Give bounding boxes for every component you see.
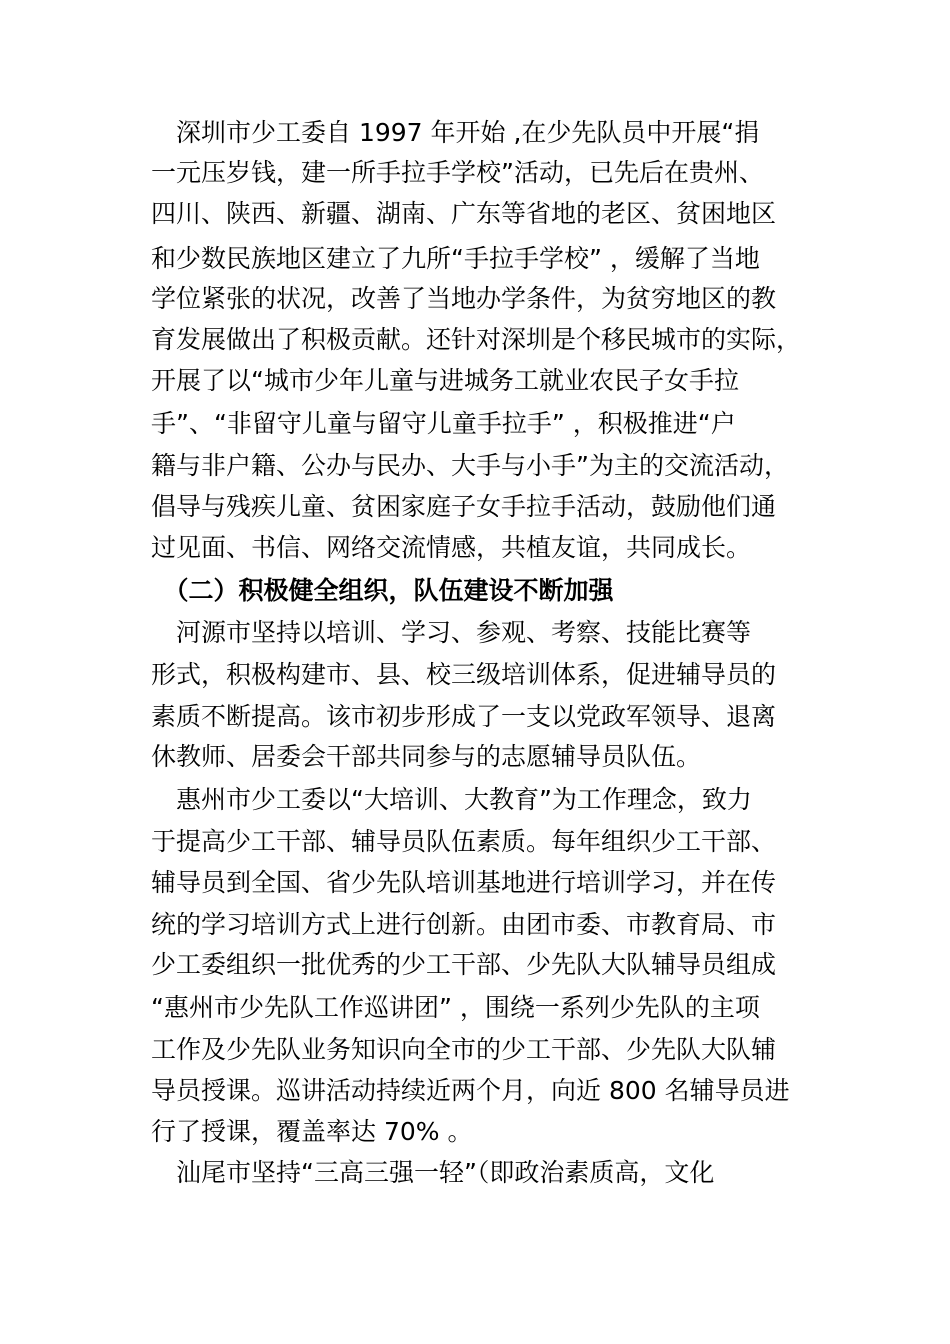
paragraph-line: 休教师、居委会干部共同参与的志愿辅导员队伍。 (151, 742, 702, 771)
paragraph-line: 和少数民族地区建立了九所“手拉手学校” ，缓解了当地 (151, 244, 760, 273)
paragraph-line: 过见面、书信、网络交流情感，共植友谊，共同成长。 (151, 533, 752, 562)
paragraph-line: 一元压岁钱，建一所手拉手学校”活动，已先后在贵州、 (151, 158, 764, 187)
paragraph-line: 汕尾市坚持“三高三强一轻”（即政治素质高，文化 (151, 1158, 715, 1187)
paragraph-line: 素质不断提高。该市初步形成了一支以党政军领导、退离 (151, 702, 777, 731)
paragraph-line: 四川、陕西、新疆、湖南、广东等省地的老区、贫困地区 (151, 199, 777, 228)
paragraph-line: 行了授课，覆盖率达 70% 。 (151, 1117, 473, 1146)
paragraph-line: 深圳市少工委自 1997 年开始 ,在少先队员中开展“捐 (151, 118, 760, 147)
paragraph-line: 河源市坚持以培训、学习、参观、考察、技能比赛等 (151, 618, 752, 647)
section-heading: （二）积极健全组织，队伍建设不断加强 (151, 576, 614, 605)
paragraph-line: 于提高少工干部、辅导员队伍素质。每年组织少工干部、 (151, 827, 777, 856)
paragraph-line: 手”、“非留守儿童与留守儿童手拉手” ，积极推进“户 (151, 409, 736, 438)
paragraph-line: 辅导员到全国、省少先队培训基地进行培训学习，并在传 (151, 868, 777, 897)
paragraph-line: 统的学习培训方式上进行创新。由团市委、市教育局、市 (151, 910, 777, 939)
paragraph-line: 导员授课。巡讲活动持续近两个月，向近 800 名辅导员进 (151, 1076, 790, 1105)
paragraph-line: 惠州市少工委以“大培训、大教育”为工作理念，致力 (151, 785, 752, 814)
paragraph-line: 倡导与残疾儿童、贫困家庭子女手拉手活动，鼓励他们通 (151, 492, 777, 521)
paragraph-line: 形式，积极构建市、县、校三级培训体系，促进辅导员的 (151, 660, 777, 689)
paragraph-line: 学位紧张的状况，改善了当地办学条件，为贫穷地区的教 (151, 284, 777, 313)
paragraph-line: 少工委组织一批优秀的少工干部、少先队大队辅导员组成 (151, 950, 777, 979)
paragraph-line: 育发展做出了积极贡献。还针对深圳是个移民城市的实际， (151, 325, 802, 354)
paragraph-line: 开展了以“城市少年儿童与进城务工就业农民子女手拉 (151, 366, 739, 395)
paragraph-line: 工作及少先队业务知识向全市的少工干部、少先队大队辅 (151, 1035, 777, 1064)
paragraph-line: 籍与非户籍、公办与民办、大手与小手”为主的交流活动， (151, 451, 789, 480)
paragraph-line: “惠州市少先队工作巡讲团” ，围绕一系列少先队的主项 (151, 993, 760, 1022)
